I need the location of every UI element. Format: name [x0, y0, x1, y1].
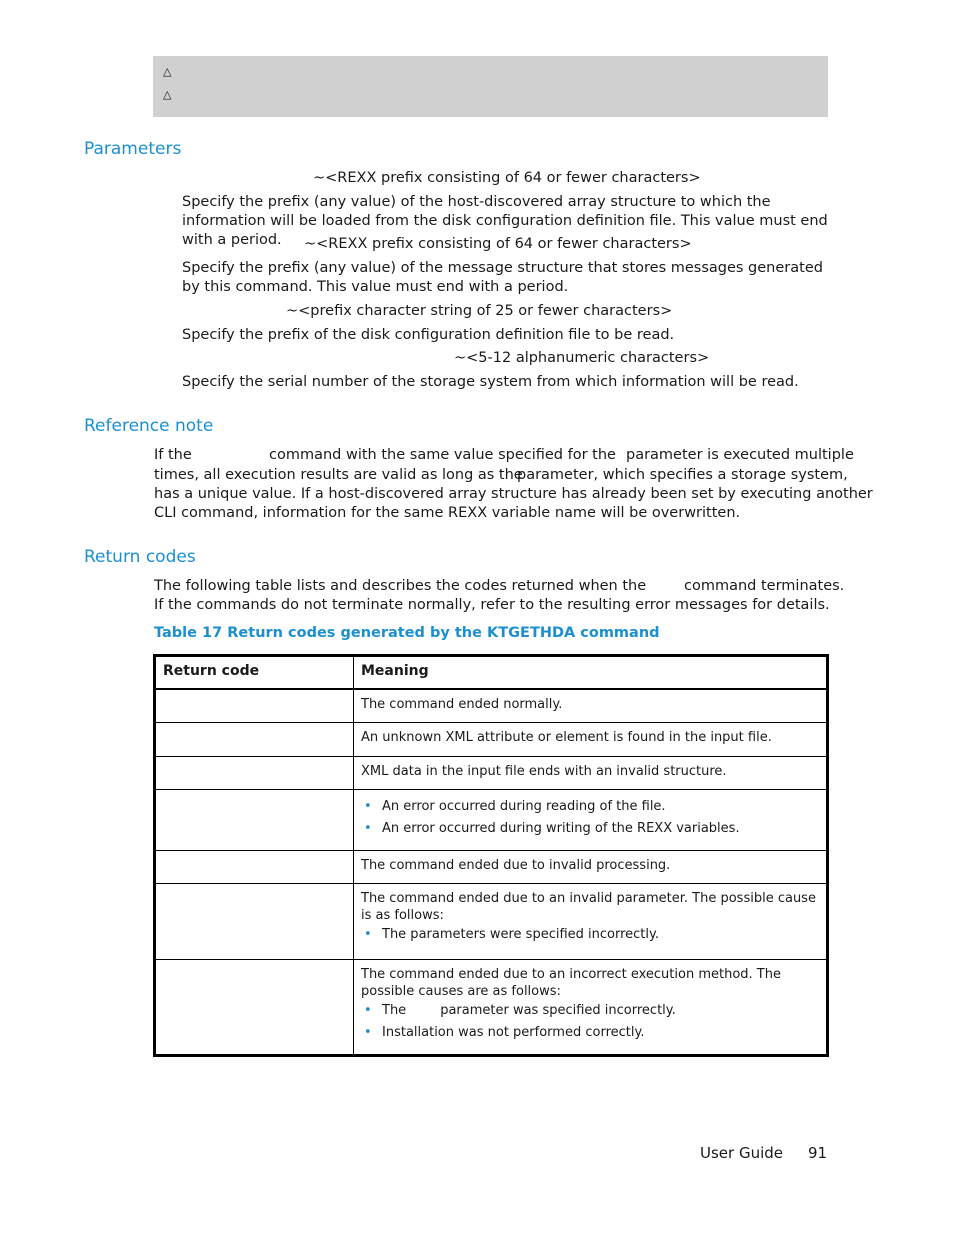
bullet-icon: • — [364, 1024, 372, 1040]
reference-note-text: command with the same value specified for the — [269, 447, 616, 463]
return-code-cell — [155, 850, 354, 883]
list-item: • Installation was not performed correctly. — [364, 1024, 645, 1040]
parameter-syntax: ~<REXX prefix consisting of 64 or fewer characters> — [313, 170, 701, 186]
bullet-icon: • — [364, 926, 372, 942]
meaning-cell — [354, 883, 828, 959]
parameter-syntax: ~<5-12 alphanumeric characters> — [454, 350, 710, 366]
bullet-list — [361, 1002, 818, 1041]
section-heading-return-codes: Return codes — [84, 547, 196, 567]
list-item: • An error occurred during writing of the REXX variables. — [364, 820, 740, 836]
table-row — [155, 756, 828, 789]
return-code-cell — [155, 722, 354, 756]
list-item: • The parameter was specified incorrectly. — [364, 1002, 676, 1018]
meaning-cell: An unknown XML attribute or element is found in the input file. — [354, 722, 828, 756]
table-header-row — [155, 656, 828, 690]
meaning-text: The command ended due to an incorrect execution method. The possible causes are as follows: — [361, 966, 781, 999]
parameter-description: Specify the serial number of the storage system from which information will be read. — [182, 374, 799, 390]
bullet-list — [361, 798, 818, 837]
table-row — [155, 789, 828, 850]
list-item: • An error occurred during reading of the file. — [364, 798, 666, 814]
meaning-cell: The command ended normally. — [354, 689, 828, 722]
return-codes-table — [153, 654, 829, 1057]
parameter-syntax: ~<REXX prefix consisting of 64 or fewer characters> — [304, 236, 692, 252]
table-row — [155, 722, 828, 756]
reference-note-text: parameter is executed multiple — [626, 447, 854, 463]
table-caption: Table 17 Return codes generated by the KTGETHDA command — [154, 625, 660, 641]
meaning-cell: XML data in the input file ends with an invalid structure. — [354, 756, 828, 789]
column-header-meaning: Meaning — [354, 656, 828, 690]
table-row — [155, 689, 828, 722]
page-number: 91 — [808, 1144, 828, 1162]
section-heading-parameters: Parameters — [84, 139, 182, 159]
warning-triangle-icon: △ — [163, 65, 172, 78]
notice-box — [153, 56, 828, 117]
return-codes-intro: command terminates. — [684, 578, 845, 594]
table-row — [155, 850, 828, 883]
return-code-cell — [155, 959, 354, 1055]
parameter-description: Specify the prefix (any value) of the host-discovered array structure to which the information will be loaded from the disk configuration definition file. This value must end with a period. — [182, 194, 828, 248]
return-codes-intro: If the commands do not terminate normally, refer to the resulting error messages for details. — [154, 597, 830, 613]
column-header-return-code: Return code — [155, 656, 354, 690]
section-heading-reference-note: Reference note — [84, 416, 214, 436]
meaning-cell: The command ended due to invalid processing. — [354, 850, 828, 883]
reference-note-text: has a unique value. If a host-discovered array structure has already been set by executing another — [154, 486, 873, 502]
meaning-text: The command ended due to an invalid parameter. The possible cause is as follows: — [361, 890, 816, 923]
reference-note-text: CLI command, information for the same REXX variable name will be overwritten. — [154, 505, 741, 521]
return-code-cell — [155, 689, 354, 722]
parameter-description: Specify the prefix of the disk configuration definition file to be read. — [182, 327, 675, 343]
meaning-cell — [354, 789, 828, 850]
return-code-cell — [155, 883, 354, 959]
bullet-icon: • — [364, 798, 372, 814]
meaning-cell — [354, 959, 828, 1055]
table-row — [155, 883, 828, 959]
bullet-icon: • — [364, 1002, 372, 1018]
list-item: • The parameters were specified incorrectly. — [364, 926, 659, 942]
return-codes-intro: The following table lists and describes the codes returned when the — [154, 578, 647, 594]
return-code-cell — [155, 789, 354, 850]
footer-label: User Guide — [700, 1144, 784, 1162]
warning-triangle-icon: △ — [163, 88, 172, 101]
reference-note-text: If the — [154, 447, 192, 463]
reference-note-text: parameter, which specifies a storage system, — [517, 467, 848, 483]
parameter-syntax: ~<prefix character string of 25 or fewer characters> — [286, 303, 673, 319]
bullet-icon: • — [364, 820, 372, 836]
return-code-cell — [155, 756, 354, 789]
bullet-list — [361, 926, 818, 943]
parameter-description: Specify the prefix (any value) of the message structure that stores messages generated by this command. This value must end with a period. — [182, 260, 823, 295]
reference-note-text: times, all execution results are valid as long as the — [154, 467, 523, 483]
table-row — [155, 959, 828, 1055]
